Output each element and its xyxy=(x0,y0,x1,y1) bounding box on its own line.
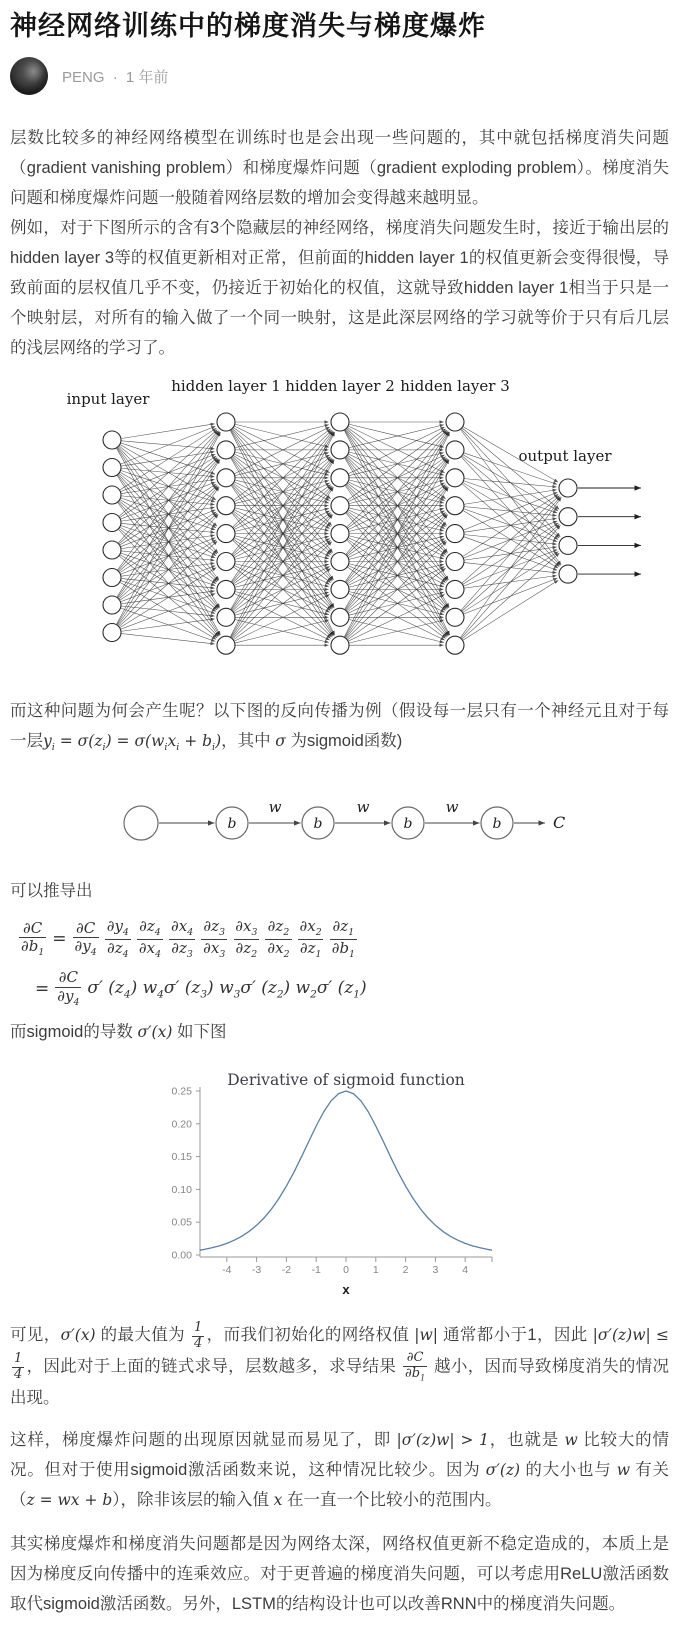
fraction: $\frac{\partial C}{\partial y_4}$ xyxy=(57,968,80,1008)
fraction: $\frac{1}{4}$ xyxy=(14,1350,23,1382)
paragraph-intro: 层数比较多的神经网络模型在训练时也是会出现一些问题的，其中就包括梯度消失问题（gradient vanishing problem）和梯度爆炸问题（gradient exploding problem）。梯度消失问题和梯度爆炸问题一般随着网络层数的增加会变得越来越明显。 xyxy=(10,129,669,207)
svg-text:b4: b xyxy=(492,816,502,833)
svg-text:0.15: 0.15 xyxy=(171,1151,192,1164)
svg-text:hidden layer 3: hidden layer 3 xyxy=(400,377,510,395)
output-arrows xyxy=(578,488,641,574)
x-axis-label: x xyxy=(342,1282,350,1298)
svg-text:b1: b xyxy=(227,816,237,833)
fraction: $\frac{\partial C}{\partial y_4}$ xyxy=(74,918,97,959)
author-name[interactable]: PENG xyxy=(62,68,105,86)
inline-math: σ′(z) xyxy=(485,1461,521,1480)
svg-text:4: 4 xyxy=(462,1264,469,1277)
fraction: $\frac{\partial z_3}{\partial x_3}$ xyxy=(203,917,226,960)
fraction: $\frac{\partial x_3}{\partial z_2}$ xyxy=(235,917,258,960)
byline-text xyxy=(62,66,172,87)
svg-text:-4: -4 xyxy=(222,1264,232,1277)
inline-math: σ′ $(z_4)$ $w_4\sigma'$ $(z_3)$ $w_3\sigma'$ $(z_2)$ $w_2\sigma'$ $(z_1)$ xyxy=(87,977,367,1001)
svg-text:1: 1 xyxy=(372,1264,379,1277)
weight-label: w xyxy=(268,798,282,817)
fraction: $\frac{\partial x_4}{\partial z_3}$ xyxy=(170,917,194,960)
byline-separator: · xyxy=(112,68,118,86)
cost-label: C xyxy=(553,813,566,833)
post-age: 1 年前 xyxy=(125,68,169,86)
paragraph-example: 例如，对于下图所示的含有3个隐藏层的神经网络，梯度消失问题发生时，接近于输出层的hidden layer 3等的权值更新相对正常，但前面的hidden layer 1的权值更新会变得很慢，导致前面的层权值几乎不变，仍接近于初始化的权值，这就导致hidden layer 1相当于只是一个映射层，对所有的输入做了一个同一映射，这是此深层网络的学习就等价于只有后几层的浅层网络的学习了。 xyxy=(10,219,669,357)
formula-line-2 xyxy=(32,969,669,1008)
inline-math: σ′(x) xyxy=(60,1326,96,1345)
svg-text:0.10: 0.10 xyxy=(171,1184,192,1197)
sigmoid-derivative-chart xyxy=(10,1051,669,1314)
weight-label: w xyxy=(356,798,370,817)
svg-text:-2: -2 xyxy=(281,1264,292,1277)
derivation-formula xyxy=(16,918,669,1008)
svg-text:0.20: 0.20 xyxy=(171,1118,192,1131)
fraction: $\frac{\partial z_4}{\partial x_4}$ xyxy=(138,917,161,960)
inline-math: σ′(x) xyxy=(137,1023,173,1042)
svg-text:0.00: 0.00 xyxy=(171,1249,192,1262)
sigmoid-derivative-chart-svg xyxy=(10,1051,669,1309)
sigmoid-derivative-curve xyxy=(200,1091,492,1250)
paragraph-derive: 可以推导出 xyxy=(10,882,93,901)
fraction: $\frac{\partial y_4}{\partial z_4}$ xyxy=(106,917,129,960)
fraction: $\frac{\partial z_1}{\partial b_1}$ xyxy=(331,917,355,960)
inline-math: |w| xyxy=(414,1326,439,1345)
svg-text:hidden layer 2: hidden layer 2 xyxy=(285,377,395,395)
chart-axes xyxy=(200,1087,492,1257)
svg-text:b3: b xyxy=(403,816,413,833)
svg-text:-1: -1 xyxy=(311,1264,321,1277)
fraction: $\frac{\partial C}{\partial b_1}$ xyxy=(405,1350,426,1384)
byline xyxy=(10,56,669,96)
inline-math: |σ′(z)w| > 1 xyxy=(396,1431,489,1450)
inline-math: = xyxy=(35,978,50,999)
svg-text:3: 3 xyxy=(432,1264,439,1277)
inline-math: w xyxy=(564,1431,578,1450)
inline-math: w xyxy=(616,1461,630,1480)
fraction: $\frac{\partial C}{\partial b_1}$ xyxy=(21,918,45,959)
chain-diagram-svg xyxy=(10,779,669,861)
author-avatar[interactable] xyxy=(10,57,48,95)
inline-math: σ xyxy=(275,732,286,750)
svg-text:2: 2 xyxy=(402,1264,409,1277)
paragraph-backprop: 而这种问题为何会产生呢？以下图的反向传播为例（假设每一层只有一个神经元且对于每一层$y_i = \sigma(z_i) = \sigma(w_ix_i + b_i)$，其中 σ 为sigmoid函数) xyxy=(10,702,669,754)
network-diagram-svg xyxy=(10,373,669,669)
paragraph-max-value: 可见，σ′(x) 的最大值为 $\frac{1}{4}$ ，而我们初始化的网络权值 |w| 通常都小于1，因此 |σ′(z)w| ≤ $\frac{1}{4}$ ，因此对于上面的链式求导，层数越多，求导结果 $\frac{\partial C}{\partial b_1}$ 越小，因而导致梯度消失的情况出现。 xyxy=(10,1319,669,1408)
chart-title: Derivative of sigmoid function xyxy=(227,1071,465,1090)
inline-math: z = wx + b xyxy=(26,1491,113,1510)
svg-text:0.05: 0.05 xyxy=(171,1217,192,1230)
article xyxy=(0,9,679,1643)
chain-diagram xyxy=(10,779,669,866)
svg-text:0: 0 xyxy=(343,1264,349,1277)
svg-text:hidden layer 1: hidden layer 1 xyxy=(171,377,281,395)
paragraph-exploding: 这样，梯度爆炸问题的出现原因就显而易见了，即 |σ′(z)w| > 1，也就是 w 比较大的情况。但对于使用sigmoid激活函数来说，这种情况比较少。因为 σ′(z) 的大小也与 w 有关（z = wx + b），除非该层的输入值 x 在一直一个比较小的范围内。 xyxy=(10,1431,669,1510)
formula-line-1 xyxy=(16,918,669,960)
svg-text:-3: -3 xyxy=(251,1264,262,1277)
fraction: $\frac{1}{4}$ xyxy=(194,1319,203,1351)
chart-ticks xyxy=(172,1086,492,1277)
paragraph-conclusion: 其实梯度爆炸和梯度消失问题都是因为网络太深，网络权值更新不稳定造成的，本质上是因为梯度反向传播中的连乘效应。对于更普遍的梯度消失问题，可以考虑用ReLU激活函数取代sigmoid激活函数。另外，LSTM的结构设计也可以改善RNN中的梯度消失问题。 xyxy=(10,1535,669,1614)
svg-text:b2: b xyxy=(313,816,323,833)
svg-text:output layer: output layer xyxy=(518,447,612,465)
inline-math: x xyxy=(273,1491,283,1510)
fraction: $\frac{\partial x_2}{\partial z_1}$ xyxy=(299,917,322,960)
page-title: 神经网络训练中的梯度消失与梯度爆炸 xyxy=(10,11,486,41)
svg-text:input layer: input layer xyxy=(66,390,150,408)
fraction: $\frac{\partial z_2}{\partial x_2}$ xyxy=(267,917,290,960)
weight-label: w xyxy=(445,798,459,817)
network-diagram xyxy=(10,373,669,674)
inline-math: |σ′(z)w| ≤ xyxy=(592,1326,669,1345)
inline-math: $y_i = \sigma(z_i) = \sigma(w_ix_i + b_i)$ xyxy=(43,732,222,754)
inline-math: = xyxy=(52,929,67,950)
svg-text:0.25: 0.25 xyxy=(171,1085,192,1098)
paragraph-sigmoid-derivative: 而sigmoid的导数 σ′(x) 如下图 xyxy=(10,1023,227,1042)
